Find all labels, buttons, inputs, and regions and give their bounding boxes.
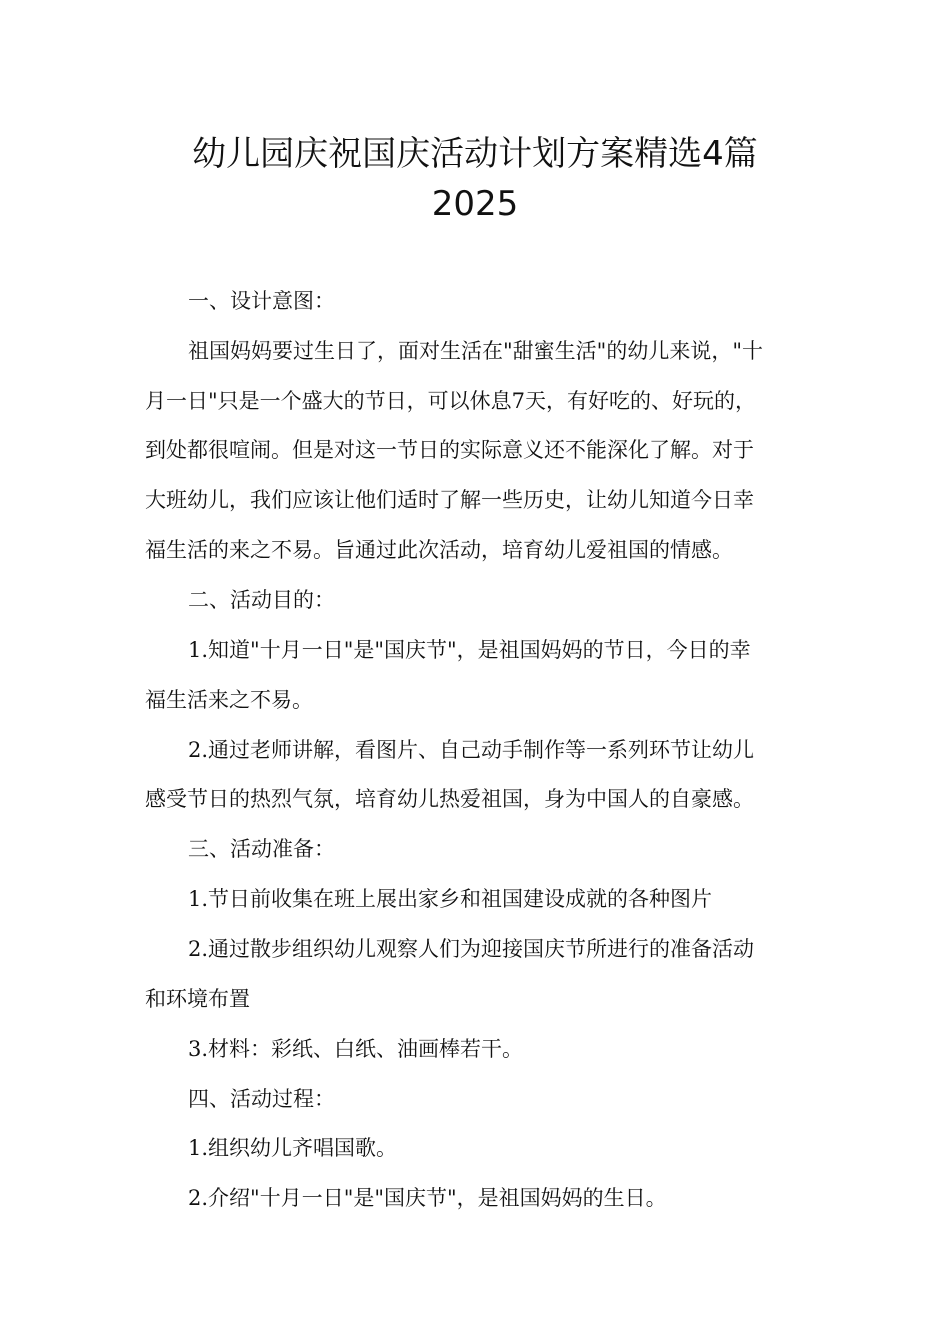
list-item-line: 1.节日前收集在班上展出家乡和祖国建设成就的各种图片 (188, 887, 713, 911)
list-item-line: 和环境布置 (145, 987, 250, 1011)
paragraph-line: 月一日"只是一个盛大的节日，可以休息7天，有好吃的、好玩的， (145, 389, 757, 413)
list-item-line: 2.介绍"十月一日"是"国庆节"，是祖国妈妈的生日。 (188, 1186, 667, 1210)
paragraph-line: 福生活的来之不易。旨通过此次活动，培育幼儿爱祖国的情感。 (145, 538, 733, 562)
section-heading-design-intent: 一、设计意图： (188, 289, 335, 313)
paragraph-line: 到处都很喧闹。但是对这一节日的实际意义还不能深化了解。对于 (145, 438, 754, 462)
section-heading-preparation: 三、活动准备： (188, 837, 335, 861)
document-title-line-1: 幼儿园庆祝国庆活动计划方案精选4篇 (192, 134, 758, 174)
section-heading-goals: 二、活动目的： (188, 588, 335, 612)
list-item-line: 1.知道"十月一日"是"国庆节"，是祖国妈妈的节日，今日的幸 (188, 638, 751, 662)
document-title-line-2: 2025 (431, 184, 519, 224)
list-item-line: 3.材料：彩纸、白纸、油画棒若干。 (188, 1037, 524, 1061)
list-item-line: 2.通过散步组织幼儿观察人们为迎接国庆节所进行的准备活动 (188, 937, 755, 961)
list-item-line: 2.通过老师讲解，看图片、自己动手制作等一系列环节让幼儿 (188, 738, 755, 762)
list-item-line: 福生活来之不易。 (145, 688, 313, 712)
list-item-line: 感受节日的热烈气氛，培育幼儿热爱祖国，身为中国人的自豪感。 (145, 787, 754, 811)
paragraph-line: 祖国妈妈要过生日了，面对生活在"甜蜜生活"的幼儿来说，"十 (188, 339, 763, 363)
list-item-line: 1.组织幼儿齐唱国歌。 (188, 1136, 398, 1160)
section-heading-process: 四、活动过程： (188, 1087, 335, 1111)
paragraph-line: 大班幼儿，我们应该让他们适时了解一些历史，让幼儿知道今日幸 (145, 488, 754, 512)
